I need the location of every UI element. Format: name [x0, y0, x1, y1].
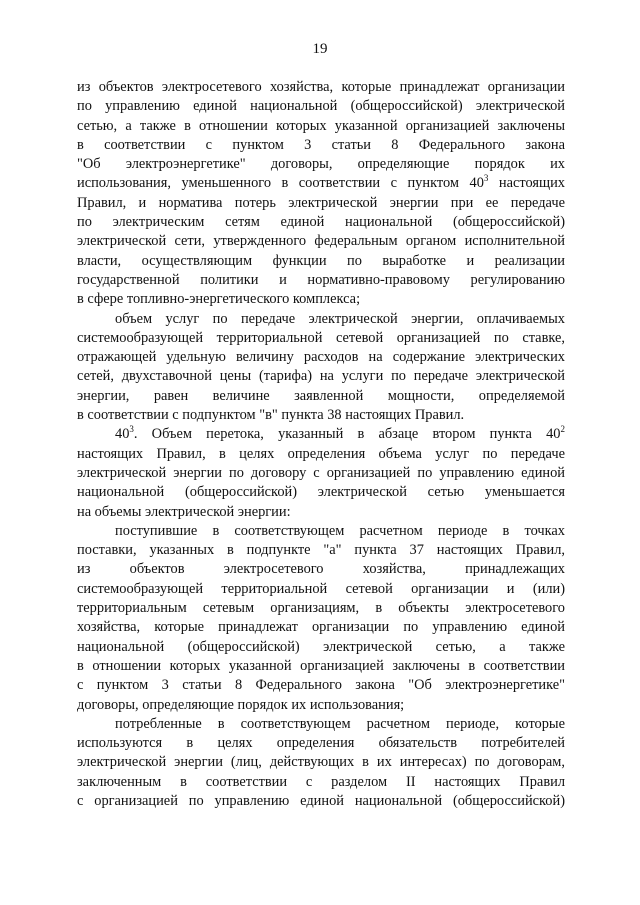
text-fragment: использования, уменьшенного в соответствии с пунктом 40 — [77, 175, 484, 192]
text-fragment: настоящих — [488, 175, 565, 192]
text-line: в соответствии с подпунктом "в" пункта 38 настоящих Правил. — [77, 407, 465, 424]
text-line: в соответствии с пунктом 3 статьи 8 Федерального закона — [77, 136, 565, 153]
paragraph-services-volume — [77, 310, 565, 426]
text-line: используются в целях определения обязательств потребителей — [77, 735, 565, 752]
paragraph-continuation — [77, 78, 565, 310]
text-line: национальной (общероссийской) электрической сетью, а также — [77, 638, 565, 655]
paragraph-clause-40-3 — [77, 425, 565, 521]
text-line — [77, 425, 565, 444]
text-line: территориальным сетевым организациям, в объекты электросетевого — [77, 600, 565, 617]
superscript: 2 — [560, 425, 565, 435]
clause-number: 40 — [115, 426, 130, 443]
text-line: отражающей удельную величину расходов на содержание электрических — [77, 349, 565, 366]
text-line — [77, 174, 565, 193]
text-fragment: . Объем перетока, указанный в абзаце втором пункта 40 — [133, 426, 561, 443]
text-line: с организацией по управлению единой национальной (общероссийской) — [77, 792, 565, 809]
page-number: 19 — [312, 41, 328, 57]
text-line: электрической энергии по договору с организацией по управлению единой — [77, 464, 565, 481]
text-line: "Об электроэнергетике" договоры, определяющие порядок их — [77, 156, 565, 173]
document-body — [77, 78, 565, 811]
text-line: из объектов электросетевого хозяйства, которые принадлежат организации — [77, 79, 565, 95]
text-line: потребленные в соответствующем расчетном периоде, которые — [115, 715, 565, 732]
text-line: объем услуг по передаче электрической энергии, оплачиваемых — [115, 310, 565, 327]
text-line: по электрическим сетям единой национальной (общероссийской) — [77, 214, 565, 231]
text-line: с пунктом 3 статьи 8 Федерального закона "Об электроэнергетике" — [77, 677, 565, 694]
superscript: 3 — [483, 174, 489, 184]
text-line: заключенным в соответствии с разделом II настоящих Правил — [77, 773, 565, 790]
text-line: Правил, и норматива потерь электрической энергии при ее передаче — [77, 194, 565, 211]
paragraph-received — [77, 522, 565, 715]
text-line: поступившие в соответствующем расчетном периоде в точках — [115, 522, 565, 539]
text-line: электрической сети, утвержденного федеральным органом исполнительной — [77, 233, 565, 250]
text-line: на объемы электрической энергии: — [77, 503, 291, 520]
text-line: системообразующей территориальной сетевой организацией по ставке, — [77, 329, 565, 346]
text-line: электрической энергии (лиц, действующих в их интересах) по договорам, — [77, 754, 565, 771]
text-line: по управлению единой национальной (общероссийской) электрической — [77, 98, 565, 115]
text-line: сетей, двухставочной цены (тарифа) на услуги по передаче электрической — [77, 368, 565, 385]
text-line: из объектов электросетевого хозяйства, принадлежащих — [77, 561, 565, 578]
text-line: власти, осуществляющим функции по выработке и реализации — [77, 252, 565, 269]
text-line: настоящих Правил, в целях определения объема услуг по передаче — [77, 445, 565, 462]
paragraph-consumed — [77, 715, 565, 811]
text-line: поставки, указанных в подпункте "а" пункта 37 настоящих Правил, — [77, 542, 565, 559]
text-line: энергии, равен величине заявленной мощности, определяемой — [77, 387, 565, 404]
superscript: 3 — [129, 425, 134, 435]
text-line: системообразующей территориальной сетевой организации и (или) — [77, 580, 565, 597]
text-line: в отношении которых указанной организацией заключены в соответствии — [77, 657, 565, 674]
text-line: в сфере топливно-энергетического комплекса; — [77, 291, 361, 308]
text-line: сетью, а также в отношении которых указанной организацией заключены — [77, 117, 565, 134]
text-line: хозяйства, которые принадлежат организации по управлению единой — [77, 619, 565, 636]
text-line: национальной (общероссийской) электрической сетью уменьшается — [77, 484, 565, 501]
text-line: договоры, определяющие порядок их использования; — [77, 696, 405, 713]
text-line: государственной политики и нормативно-правовому регулированию — [77, 271, 565, 288]
